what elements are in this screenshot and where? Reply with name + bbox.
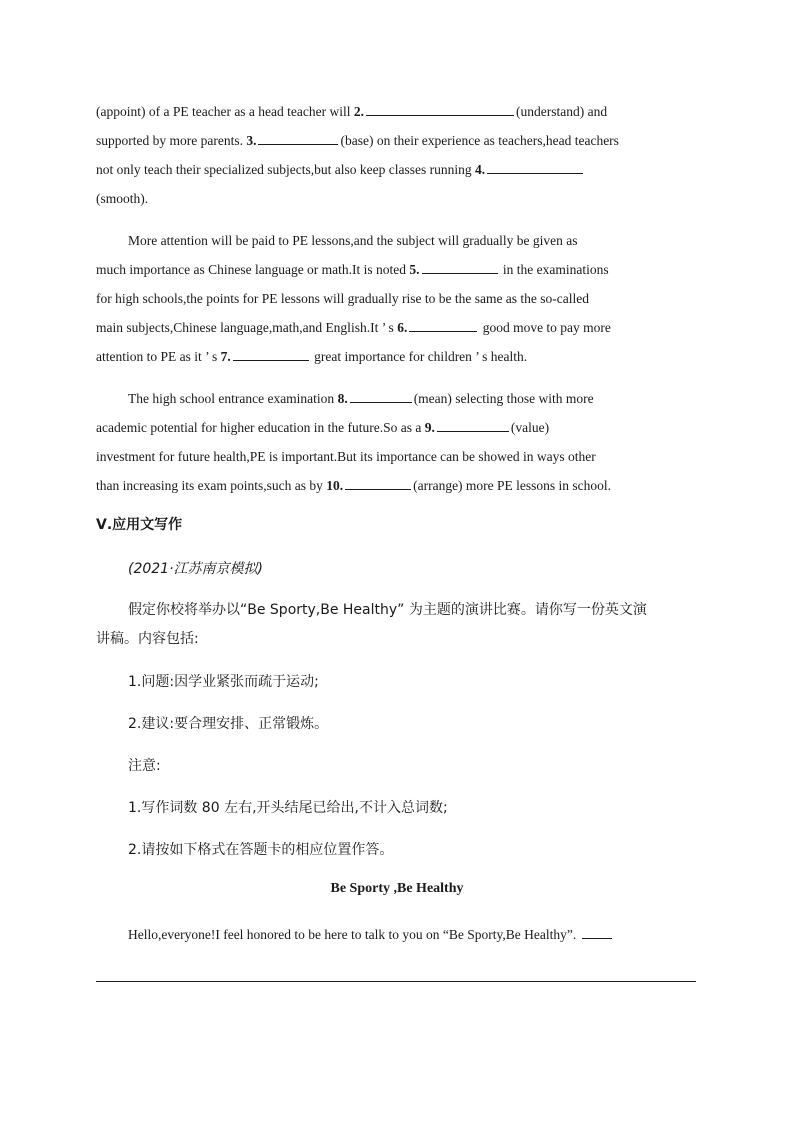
text: than increasing its exam points,such as by: [96, 478, 327, 493]
note-1: 1.写作词数 80 左右,开头结尾已给出,不计入总词数;: [128, 800, 448, 816]
essay-opening-text: Hello,everyone!I feel honored to be here to talk to you on “Be Sporty,Be Healthy”.: [128, 927, 580, 942]
blank-number-2: 2.: [353, 104, 365, 119]
answer-blank-10[interactable]: [345, 476, 411, 490]
text: great importance for children ’ s health.: [310, 349, 528, 364]
text: The high school entrance examination: [128, 391, 338, 406]
passage-paragraph-1: [96, 97, 696, 213]
text: (understand) and: [516, 104, 608, 119]
text: investment for future health,PE is important.But its importance can be showed in ways other: [96, 449, 596, 464]
text: academic potential for higher education in the future.So as a: [96, 420, 425, 435]
blank-number-6: 6.: [397, 320, 408, 335]
blank-number-10: 10.: [326, 478, 344, 493]
answer-blank-6[interactable]: [409, 318, 477, 332]
text: (base) on their experience as teachers,head teachers: [340, 133, 619, 148]
text: supported by more parents.: [96, 133, 247, 148]
answer-blank-3[interactable]: [258, 131, 338, 145]
essay-title: Be Sporty ,Be Healthy: [330, 881, 464, 896]
prompt-line-2: 讲稿。内容包括:: [96, 631, 199, 647]
note-2: 2.请按如下格式在答题卡的相应位置作答。: [128, 842, 394, 858]
blank-number-4: 4.: [475, 162, 486, 177]
prompt-line-1: 假定你校将举办以“Be Sporty,Be Healthy” 为主题的演讲比赛。请你写一份英文演: [128, 602, 647, 618]
blank-number-8: 8.: [337, 391, 348, 406]
answer-blank-9[interactable]: [437, 418, 509, 432]
source-note: (2021·江苏南京模拟): [128, 561, 264, 577]
content-point-2: 2.建议:要合理安排、正常锻炼。: [128, 716, 329, 732]
passage-paragraph-2: [96, 226, 696, 371]
writing-line[interactable]: [96, 981, 696, 982]
blank-number-9: 9.: [424, 420, 435, 435]
content-point-1: 1.问题:因学业紧张而疏于运动;: [128, 674, 319, 690]
text: (appoint) of a PE teacher as a head teacher will: [96, 104, 354, 119]
essay-opening: [128, 925, 614, 943]
text: for high schools,the points for PE lessons will gradually rise to be the same as the so-called: [96, 291, 590, 306]
text: (mean) selecting those with more: [413, 391, 594, 406]
blank-number-3: 3.: [246, 133, 257, 148]
text: More attention will be paid to PE lessons,and the subject will gradually be given as: [128, 233, 578, 248]
answer-blank-2[interactable]: [366, 102, 514, 116]
text: good move to pay more: [479, 320, 611, 335]
text: much importance as Chinese language or math.It is noted: [96, 262, 410, 277]
text: in the examinations: [499, 262, 609, 277]
note-label: 注意:: [128, 758, 161, 774]
writing-prompt: [96, 596, 696, 654]
answer-blank-5[interactable]: [422, 260, 498, 274]
text: not only teach their specialized subjects,but also keep classes running: [96, 162, 476, 177]
text: (arrange) more PE lessons in school.: [413, 478, 612, 493]
passage-paragraph-3: [96, 384, 696, 500]
answer-blank-7[interactable]: [233, 347, 309, 361]
text: (smooth).: [96, 191, 149, 206]
text: (value): [510, 420, 550, 435]
section-title: Ⅴ.应用文写作: [96, 517, 183, 533]
text: attention to PE as it ’ s: [96, 349, 221, 364]
answer-blank-4[interactable]: [487, 160, 583, 174]
text: main subjects,Chinese language,math,and English.It ’ s: [96, 320, 398, 335]
essay-writing-blank[interactable]: [582, 925, 612, 939]
blank-number-7: 7.: [220, 349, 231, 364]
blank-number-5: 5.: [409, 262, 420, 277]
answer-blank-8[interactable]: [350, 389, 412, 403]
